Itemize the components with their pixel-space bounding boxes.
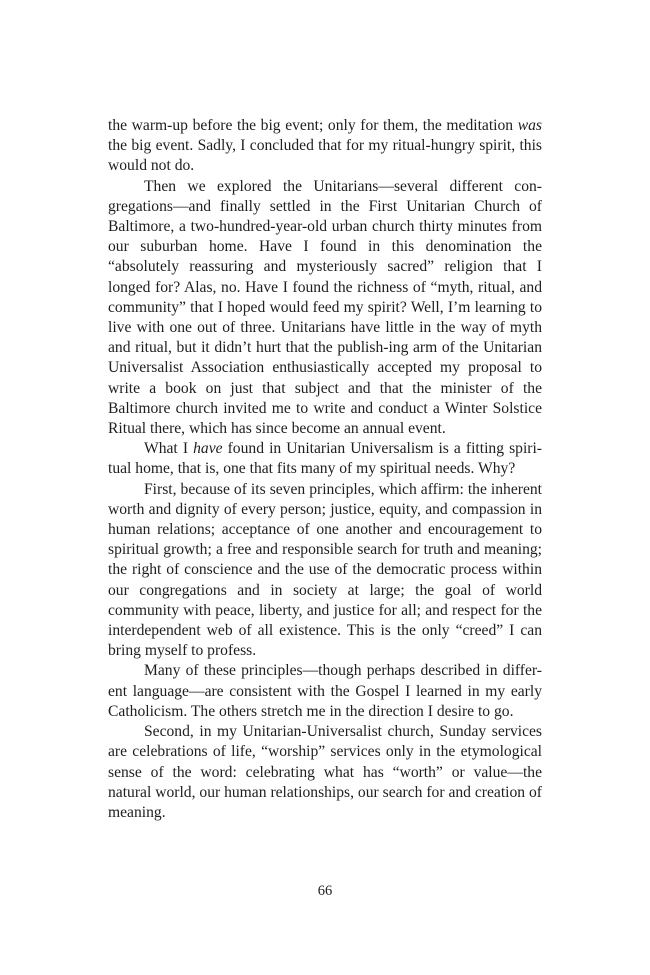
paragraph-2	[108, 177, 542, 440]
text-segment: the big event. Sadly, I concluded that for my ritual-hungry spirit, this would not do.	[108, 137, 542, 175]
text-segment: What I	[144, 440, 194, 458]
paragraph-5	[108, 661, 542, 722]
paragraph-6	[108, 722, 542, 823]
paragraph-1	[108, 116, 542, 177]
page-number: 66	[317, 883, 333, 899]
paragraph-4	[108, 480, 542, 662]
italic-text: have	[193, 440, 223, 458]
italic-text: was	[517, 117, 542, 134]
paragraph-3	[108, 439, 542, 479]
text-segment: Many of these principles—though perhaps described in differ-ent language—are consistent with the Gospel I learned in my early Catholicism. The others stretch me in the direction I desire to go.	[108, 662, 542, 720]
text-segment: Second, in my Unitarian-Universalist church, Sunday services are celebrations of life, “worship” services only in the etymological sense of the word: celebrating what has “worth” or value—the natural world, our human relationships, our search for and creation of meaning.	[108, 723, 542, 821]
text-segment: the warm-up before the big event; only for them, the meditation	[108, 117, 518, 134]
page-body	[108, 116, 542, 823]
text-segment: found in Unitarian Universalism is a fitting spiri-tual home, that is, one that fits many of my spiritual needs. Why?	[108, 440, 543, 478]
text-segment: First, because of its seven principles, which affirm: the inherent worth and dignity of every person; justice, equity, and compassion in human relations; acceptance of one another and encouragement to spiritual growth; a free and responsible search for truth and meaning; the right of conscience and the use of the democratic process within our congregations and in society at large; the goal of world community with peace, liberty, and justice for all; and respect for the interdependent web of all existence. This is the only “creed” I can bring myself to profess.	[108, 480, 542, 660]
text-segment: Then we explored the Unitarians—several different con-gregations—and finally settled in the First Unitarian Church of Baltimore, a two-hundred-year-old urban church thirty minutes from our suburban home. Have I found in this denomination the “absolutely reassuring and mysteriously sacred” religion that I longed for? Alas, no. Have I found the richness of “myth, ritual, and community” that I hoped would feed my spirit? Well, I’m learning to live with one out of three. Unitarians have little in the way of myth and ritual, but it didn’t hurt that the publish-ing arm of the Unitarian Universalist Association enthusiastically accepted my proposal to write a book on just that subject and that the minister of the Baltimore church invited me to write and conduct a Winter Solstice Ritual there, which has since become an annual event.	[108, 177, 542, 438]
